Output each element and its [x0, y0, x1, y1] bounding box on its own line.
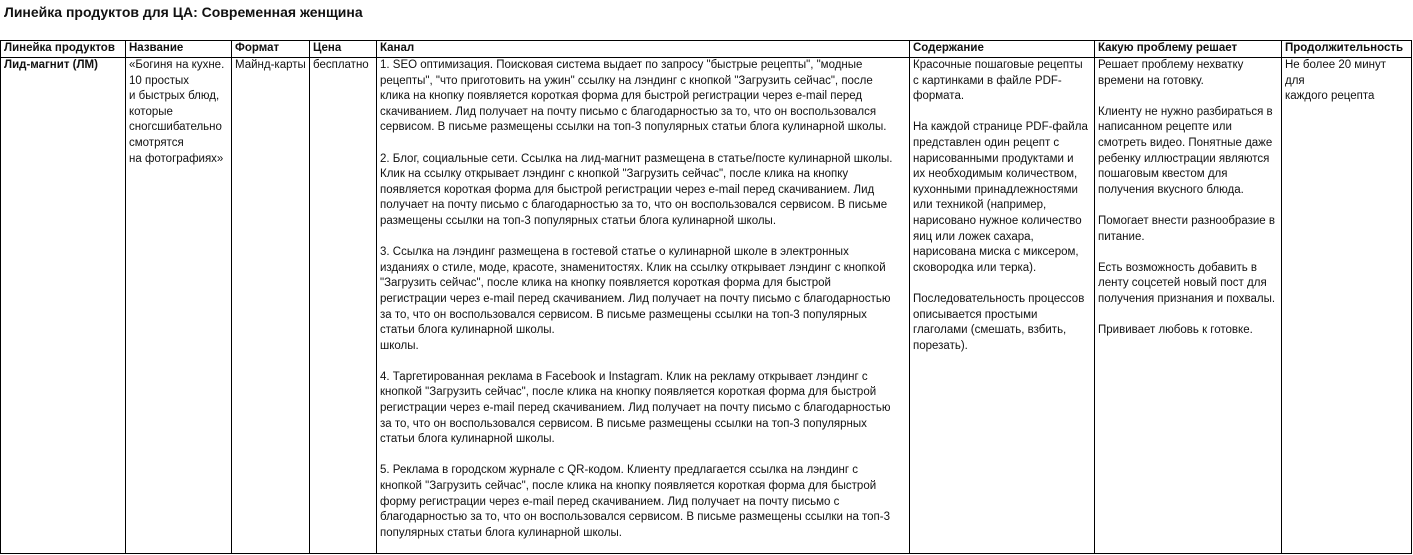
header-channel: Канал — [377, 41, 910, 58]
header-problem: Какую проблему решает — [1095, 41, 1282, 58]
header-price: Цена — [310, 41, 377, 58]
duration-text: Не более 20 минут для каждого рецепта — [1285, 59, 1387, 103]
header-duration: Продолжительность — [1282, 41, 1412, 58]
cell-format: Майнд-карты — [232, 58, 310, 554]
cell-content — [910, 58, 1095, 554]
cell-price: бесплатно — [310, 58, 377, 554]
header-line: Линейка продуктов — [1, 41, 126, 58]
channel-item-seo: 1. SEO оптимизация. Поисковая система выдает по запросу "быстрые рецепты", "модные рецепты", "что приготовить на ужин" ссылку на лэндинг с кнопкой "Загрузить сейчас", после клика на кнопку появляется короткая форма для быстрой регистрации через e-mail перед скачиванием. Лид получает на почту письмо с благодарностью за то, что он воспользовался сервисом. В письме размещены ссылки на топ-3 популярных статьи блога кулинарной школы. — [380, 59, 887, 134]
cell-line: Лид-магнит (ЛМ) — [1, 58, 126, 554]
header-name: Название — [126, 41, 232, 58]
page-title: Линейка продуктов для ЦА: Современная женщина — [4, 4, 363, 20]
cell-channel — [377, 58, 910, 554]
content-paragraph: Красочные пошаговые рецепты с картинками в файле PDF- формата. — [913, 59, 1083, 103]
content-paragraph: Последовательность процессов описывается простыми глаголами (смешать, взбить, порезать). — [913, 292, 1085, 352]
problem-paragraph: Решает проблему нехватку времени на готовку. — [1098, 59, 1244, 87]
header-format: Формат — [232, 41, 310, 58]
problem-paragraph: Есть возможность добавить в ленту соцсетей новый пост для получения признания и похвалы. — [1098, 261, 1276, 305]
product-line-table — [0, 40, 1412, 554]
table-row — [1, 58, 1412, 554]
cell-duration — [1282, 58, 1412, 554]
header-content: Содержание — [910, 41, 1095, 58]
problem-paragraph: Помогает внести разнообразие в питание. — [1098, 214, 1275, 243]
problem-paragraph: Прививает любовь к готовке. — [1098, 324, 1253, 337]
problem-paragraph: Клиенту не нужно разбираться в написанном рецепте или смотреть видео. Понятные даже ребенку иллюстрации являются пошаговым квестом для получения вкусного блюда. — [1098, 105, 1273, 196]
channel-item-magazine: 5. Реклама в городском журнале с QR-кодом. Клиенту предлагается ссылка на лэндинг с кнопкой "Загрузить сейчас", после клика на кнопку появляется короткая форма для быстрой форму регистрации через e-mail перед скачиванием. Лид получает на почту письмо с благодарностью за то, что он воспользовался сервисом. В письме размещены ссылки на топ-3 популярных статьи блога кулинарной школы. — [380, 464, 891, 539]
cell-name — [126, 58, 232, 554]
lead-magnet-title: «Богиня на кухне. 10 простых и быстрых блюд, которые сногсшибательно смотрятся на фотографиях» — [129, 59, 225, 165]
channel-item-guest-article: 3. Ссылка на лэндинг размещена в гостевой статье о кулинарной школе в электронных изданиях о стиле, моде, красоте, знаменитостях. Клик на ссылку открывает лэндинг с кнопкой "Загрузить сейчас", после клика на кнопку появляется короткая форма для быстрой регистрации через e-mail перед скачиванием. Лид получает на почту письмо с благодарностью за то, что он воспользовался сервисом. В письме размещены ссылки на топ-3 популярных статьи блога кулинарной школы. школы. — [380, 246, 891, 352]
cell-problem — [1095, 58, 1282, 554]
content-paragraph: На каждой странице PDF-файла представлен один рецепт с нарисованными продуктами и их необходимым количеством, кухонными принадлежностями или техникой (например, нарисовано нужное количество яиц или ложек сахара, нарисована миска с миксером, сковородка или терка). — [913, 121, 1088, 274]
channel-item-targeted-ads: 4. Таргетированная реклама в Facebook и Instagram. Клик на рекламу открывает лэндинг с кнопкой "Загрузить сейчас", после клика на кнопку появляется короткая форма для быстрой регистрации через e-mail перед скачиванием. Лид получает на почту письмо с благодарностью за то, что он воспользовался сервисом. В письме размещены ссылки на топ-3 популярных статьи блога кулинарной школы. — [380, 370, 891, 446]
channel-item-blog: 2. Блог, социальные сети. Ссылка на лид-магнит размещена в статье/посте кулинарной школы. Клик на ссылку открывает лэндинг с кнопкой "Загрузить сейчас", после клика на кнопку появляется короткая форма для быстрой регистрации через e-mail перед скачиванием. Лид получает на почту письмо с благодарностью за то, что он воспользовался сервисом. В письме размещены ссылки на топ-3 популярных статьи блога кулинарной школы. — [380, 152, 893, 227]
table-header-row — [1, 41, 1412, 58]
